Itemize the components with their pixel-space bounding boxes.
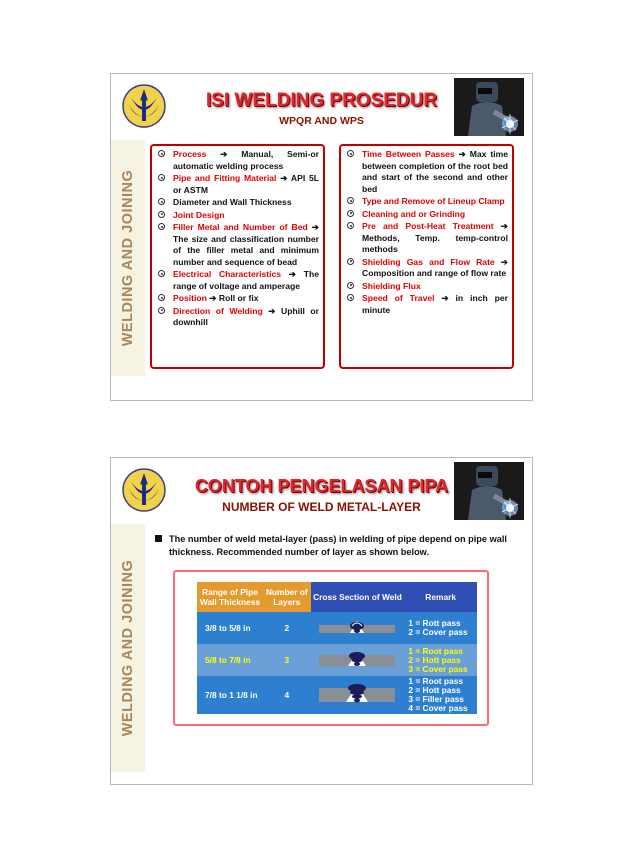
remark-line: 4 = Cover pass xyxy=(408,703,468,713)
arrow-icon: ➔ xyxy=(281,269,304,279)
list-item xyxy=(345,209,508,221)
arrow-icon: ➔ xyxy=(493,221,508,231)
header-range: Range of Pipe Wall Thickness xyxy=(197,582,263,612)
list-item xyxy=(156,306,319,329)
slide-contoh-pengelasan-pipa xyxy=(110,457,533,785)
left-column-list xyxy=(150,144,325,369)
cell-remark xyxy=(404,612,477,644)
item-detail: Max time between completion of the root bed and start of the second and other bed xyxy=(362,149,508,194)
item-detail: The size and classification number of the filler metal and minimum number and sequence of bead xyxy=(173,233,319,267)
right-column-list xyxy=(339,144,514,369)
header-number: Number of Layers xyxy=(263,582,311,612)
circle-bullet-icon xyxy=(347,282,354,289)
item-heading: Cleaning and or Grinding xyxy=(362,208,466,219)
item-detail: Uphill or downhill xyxy=(173,305,320,327)
cell-range: 3/8 to 5/8 in xyxy=(205,623,251,633)
item-heading: Process xyxy=(173,149,207,159)
list-item xyxy=(156,222,319,268)
remark-line: 3 = Cover pass xyxy=(408,663,468,674)
item-detail: API 5L or ASTM xyxy=(173,173,319,195)
item-heading: Joint Design xyxy=(173,209,225,220)
welder-photo xyxy=(454,462,524,520)
table-row xyxy=(197,644,477,676)
item-detail: Diameter and Wall Thickness xyxy=(173,197,292,207)
arrow-icon: ➔ xyxy=(206,293,219,303)
circle-bullet-icon xyxy=(347,150,354,157)
list-item xyxy=(345,149,508,195)
list-item xyxy=(345,281,508,293)
list-item xyxy=(156,210,319,222)
circle-bullet-icon xyxy=(158,223,165,230)
item-heading: Electrical Characteristics xyxy=(173,269,282,279)
slide-isi-welding-prosedur xyxy=(110,73,533,401)
sidebar-label: WELDING AND JOINING xyxy=(120,169,136,347)
table-row xyxy=(197,612,477,644)
cell-remark xyxy=(404,676,477,714)
item-detail: Methods, Temp. temp-control methods xyxy=(362,232,508,254)
list-item xyxy=(345,221,508,256)
weld-layer-table-frame xyxy=(173,570,489,726)
cell-remark xyxy=(404,644,477,676)
remark-line: 1 = Root pass xyxy=(408,645,464,656)
cell-cross-section xyxy=(311,612,405,644)
arrow-icon: ➔ xyxy=(206,149,242,159)
square-bullet-icon xyxy=(155,535,162,542)
list-item xyxy=(156,173,319,196)
cell-cross-section xyxy=(311,676,405,714)
circle-bullet-icon xyxy=(347,258,354,265)
remark-line: 3 = Filler pass xyxy=(408,694,464,704)
item-heading: Speed of Travel xyxy=(362,293,435,303)
item-heading: Position xyxy=(173,293,207,303)
welder-photo xyxy=(454,78,524,136)
arrow-icon: ➔ xyxy=(494,256,508,267)
cell-layers: 2 xyxy=(284,623,290,633)
circle-bullet-icon xyxy=(158,307,165,314)
item-heading: Time Between Passes xyxy=(362,149,455,159)
item-heading: Pre and Post-Heat Treatment xyxy=(362,221,494,231)
intro-paragraph xyxy=(155,533,523,558)
list-item xyxy=(156,293,319,305)
header-cross-section: Cross Section of Weld xyxy=(311,582,405,612)
circle-bullet-icon xyxy=(347,294,354,301)
sidebar-label: WELDING AND JOINING xyxy=(120,559,136,737)
remark-line: 2 = Hott pass xyxy=(408,685,461,695)
list-item xyxy=(345,293,508,316)
arrow-icon: ➔ xyxy=(276,173,291,183)
circle-bullet-icon xyxy=(347,210,354,217)
circle-bullet-icon xyxy=(158,150,165,157)
item-detail: in inch per minute xyxy=(362,293,509,315)
item-heading: Pipe and Fitting Material xyxy=(173,173,277,183)
weld-cross-section-2-layer xyxy=(317,618,397,638)
remark-line: 2 = Cover pass xyxy=(408,627,468,637)
item-detail: Manual, Semi-or automatic welding process xyxy=(173,149,320,171)
sidebar-strip xyxy=(111,140,145,376)
item-heading: Shielding Gas and Flow Rate xyxy=(362,256,495,267)
cell-layers: 3 xyxy=(284,655,290,665)
circle-bullet-icon xyxy=(158,174,165,181)
cell-layers: 4 xyxy=(284,690,290,700)
circle-bullet-icon xyxy=(158,294,165,301)
arrow-icon: ➔ xyxy=(454,149,470,159)
item-heading: Filler Metal and Number of Bed xyxy=(173,222,308,232)
table-header-row xyxy=(197,582,477,612)
list-item xyxy=(156,149,319,172)
circle-bullet-icon xyxy=(347,222,354,229)
slide-title: CONTOH PENGELASAN PIPA xyxy=(194,476,449,496)
list-item xyxy=(156,269,319,292)
item-heading: Type and Remove of Lineup Clamp xyxy=(362,196,505,206)
sidebar-strip xyxy=(111,524,145,772)
weld-cross-section-3-layer xyxy=(317,649,397,671)
slide-subtitle: NUMBER OF WELD METAL-LAYER xyxy=(222,500,421,514)
list-item xyxy=(345,196,508,208)
weld-cross-section-4-layer xyxy=(317,682,397,708)
circle-bullet-icon xyxy=(158,211,165,218)
remark-line: 2 = Hott pass xyxy=(408,654,461,665)
remark-line: 1 = Root pass xyxy=(408,676,464,686)
item-detail: Roll or fix xyxy=(218,293,259,303)
cell-cross-section xyxy=(311,644,405,676)
weld-layer-table xyxy=(197,582,477,714)
arrow-icon: ➔ xyxy=(307,222,319,232)
circle-bullet-icon xyxy=(347,197,354,204)
table-row xyxy=(197,676,477,714)
intro-text: The number of weld metal-layer (pass) in welding of pipe depend on pipe wall thickness. Recommended number of layer as shown below. xyxy=(169,534,507,557)
item-heading: Shielding Flux xyxy=(362,280,421,291)
arrow-icon: ➔ xyxy=(434,293,456,303)
slide-subtitle: WPQR AND WPS xyxy=(279,115,364,127)
cell-range: 5/8 to 7/8 in xyxy=(205,655,251,665)
list-item xyxy=(156,197,319,209)
cell-range: 7/8 to 1 1/8 in xyxy=(205,690,258,700)
item-heading: Direction of Welding xyxy=(173,305,263,316)
list-item xyxy=(345,257,508,280)
item-detail: Composition and range of flow rate xyxy=(362,268,507,278)
slide-title: ISI WELDING PROSEDUR xyxy=(205,90,438,111)
circle-bullet-icon xyxy=(158,198,165,205)
circle-bullet-icon xyxy=(158,270,165,277)
remark-line: 1 = Rott pass xyxy=(408,618,461,628)
header-remark: Remark xyxy=(404,582,477,612)
item-detail: The range of voltage and amperage xyxy=(173,269,319,291)
arrow-icon: ➔ xyxy=(262,305,281,316)
